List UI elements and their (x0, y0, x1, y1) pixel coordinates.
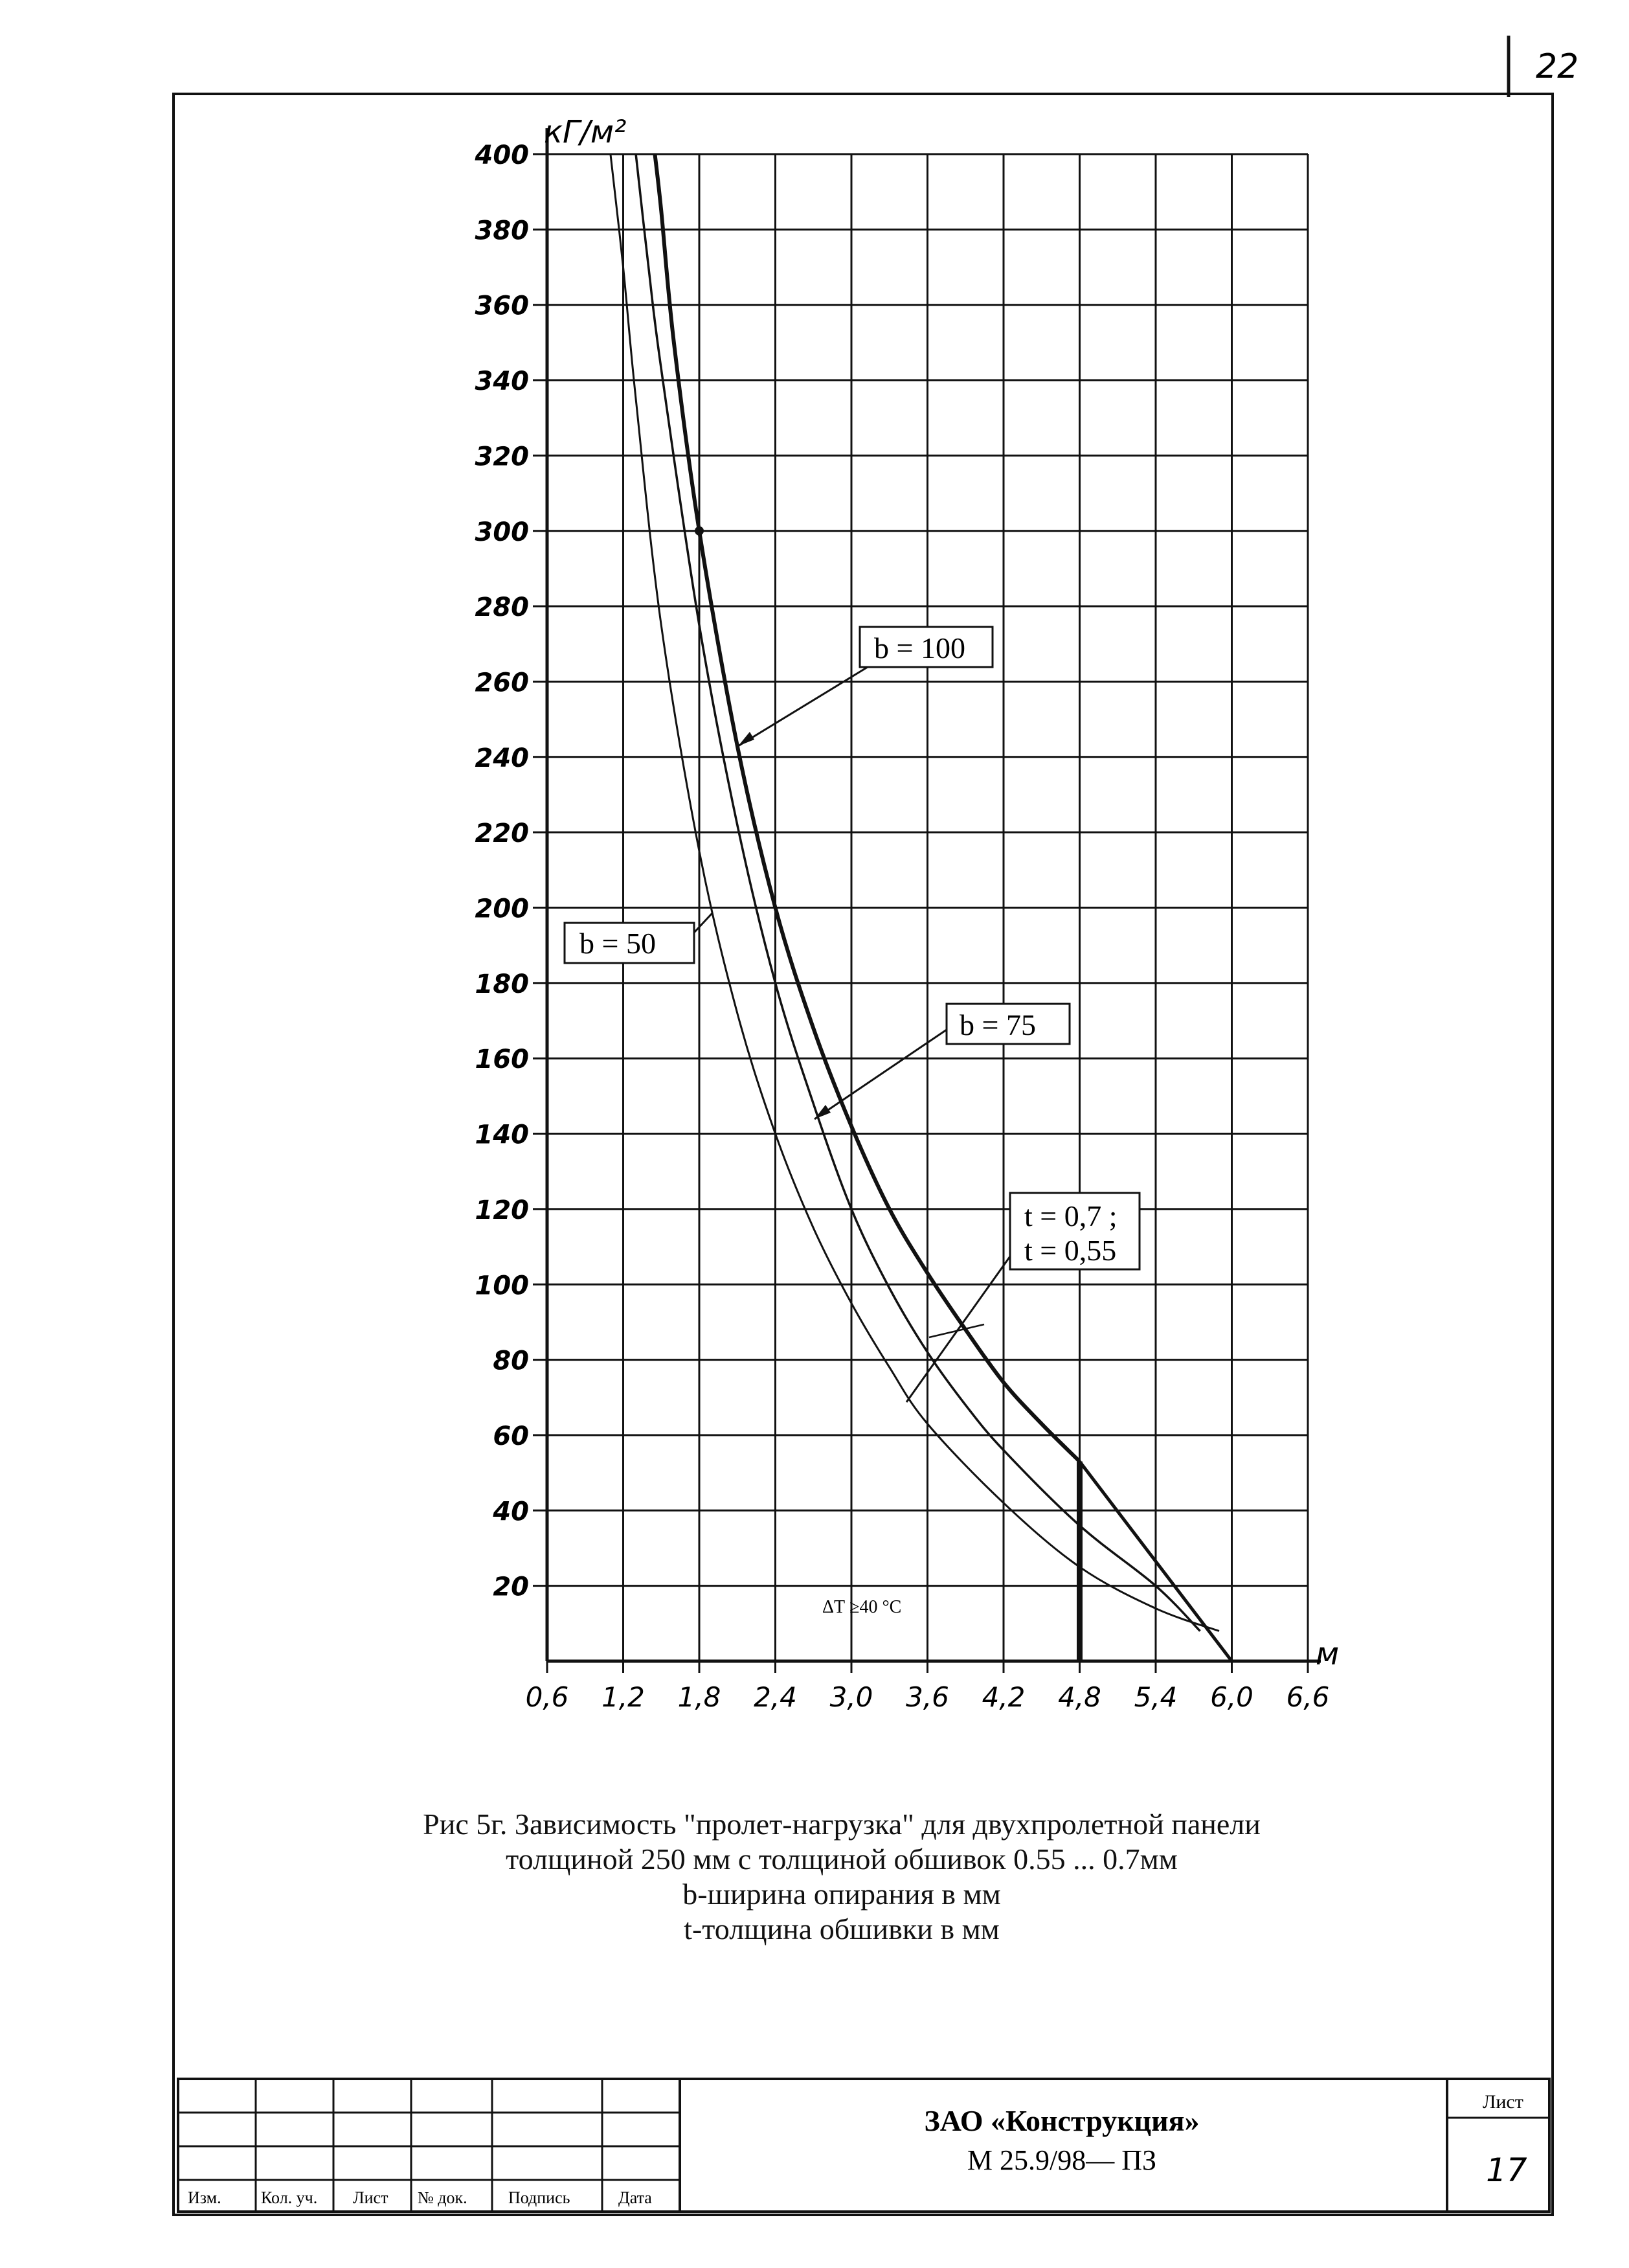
stamp-col-podpis: Подпись (508, 2188, 570, 2207)
y-tick-label: 100 (475, 1271, 529, 1301)
svg-text:b = 100: b = 100 (874, 631, 965, 664)
stamp-sheet-label: Лист (1483, 2091, 1523, 2113)
series-line-1 (611, 154, 1219, 1631)
stamp-doc-code: М 25.9/98— ПЗ (967, 2144, 1157, 2176)
x-tick-label: 6,0 (1210, 1681, 1253, 1713)
figure-caption (324, 1807, 1360, 1947)
y-tick-label: 400 (475, 141, 529, 170)
y-tick-label: 20 (493, 1572, 529, 1602)
y-tick-label: 280 (475, 593, 529, 623)
span-load-chart (475, 114, 1340, 1713)
caption-line-2: толщиной 250 мм с толщиной обшивок 0.55 ... 0.7мм (506, 1843, 1178, 1876)
caption-line-3: b-ширина опирания в мм (682, 1877, 1001, 1911)
x-tick-label: 4,2 (982, 1681, 1026, 1713)
svg-text:t = 0,7 ;: t = 0,7 ; (1024, 1199, 1118, 1232)
y-tick-label: 40 (493, 1497, 529, 1527)
stamp-company: ЗАО «Конструкция» (924, 2104, 1200, 2137)
page-number: 22 (1536, 47, 1579, 86)
limit-line-label: ΔТ ≥40 °С (822, 1597, 902, 1617)
stamp-col-kol: Кол. уч. (261, 2188, 318, 2207)
title-block (178, 2079, 1549, 2212)
chart-grid (547, 154, 1308, 1661)
y-axis-label: кГ/м² (544, 114, 627, 150)
x-tick-label: 2,4 (754, 1681, 797, 1713)
stamp-sheet-number: 17 (1486, 2151, 1527, 2189)
y-axis-ticks (475, 141, 548, 1602)
y-tick-label: 60 (493, 1421, 529, 1451)
annotation-b50 (565, 913, 712, 963)
y-tick-label: 360 (475, 291, 529, 321)
svg-text:t = 0,55: t = 0,55 (1024, 1234, 1117, 1267)
y-tick-label: 340 (475, 367, 529, 397)
x-tick-label: 3,6 (906, 1681, 949, 1713)
y-tick-label: 180 (475, 969, 529, 999)
annotation-b75 (814, 1004, 1070, 1119)
y-tick-label: 260 (475, 668, 529, 698)
x-tick-label: 4,8 (1058, 1681, 1101, 1713)
x-tick-label: 6,6 (1286, 1681, 1330, 1713)
svg-text:b = 50: b = 50 (579, 927, 656, 960)
series-line-2 (636, 154, 1200, 1631)
y-tick-label: 300 (475, 517, 529, 547)
y-tick-label: 320 (475, 442, 529, 472)
y-tick-label: 240 (475, 743, 529, 773)
x-tick-label: 1,2 (601, 1681, 645, 1713)
x-axis-label: м (1316, 1636, 1340, 1672)
stamp-col-data: Дата (618, 2188, 652, 2207)
caption-line-1: Рис 5г. Зависимость "пролет-нагрузка" для двухпролетной панели (423, 1808, 1261, 1841)
stamp-col-list: Лист (353, 2188, 388, 2207)
caption-line-4: t-толщина обшивки в мм (684, 1912, 1000, 1945)
y-tick-label: 80 (493, 1346, 529, 1376)
x-tick-label: 5,4 (1134, 1681, 1178, 1713)
x-axis-ticks (526, 1655, 1330, 1713)
x-tick-label: 3,0 (829, 1681, 873, 1713)
x-tick-label: 0,6 (525, 1681, 569, 1713)
y-tick-label: 160 (475, 1045, 529, 1075)
y-tick-label: 140 (475, 1120, 529, 1150)
svg-text:b = 75: b = 75 (960, 1008, 1036, 1041)
y-tick-label: 380 (475, 216, 529, 246)
y-tick-label: 120 (475, 1195, 529, 1225)
data-point-marker (695, 527, 704, 536)
stamp-col-ndok: № док. (418, 2188, 467, 2207)
x-tick-label: 1,8 (677, 1681, 721, 1713)
y-tick-label: 200 (475, 894, 529, 924)
y-tick-label: 220 (475, 819, 529, 849)
stamp-col-izm: Изм. (188, 2188, 221, 2207)
